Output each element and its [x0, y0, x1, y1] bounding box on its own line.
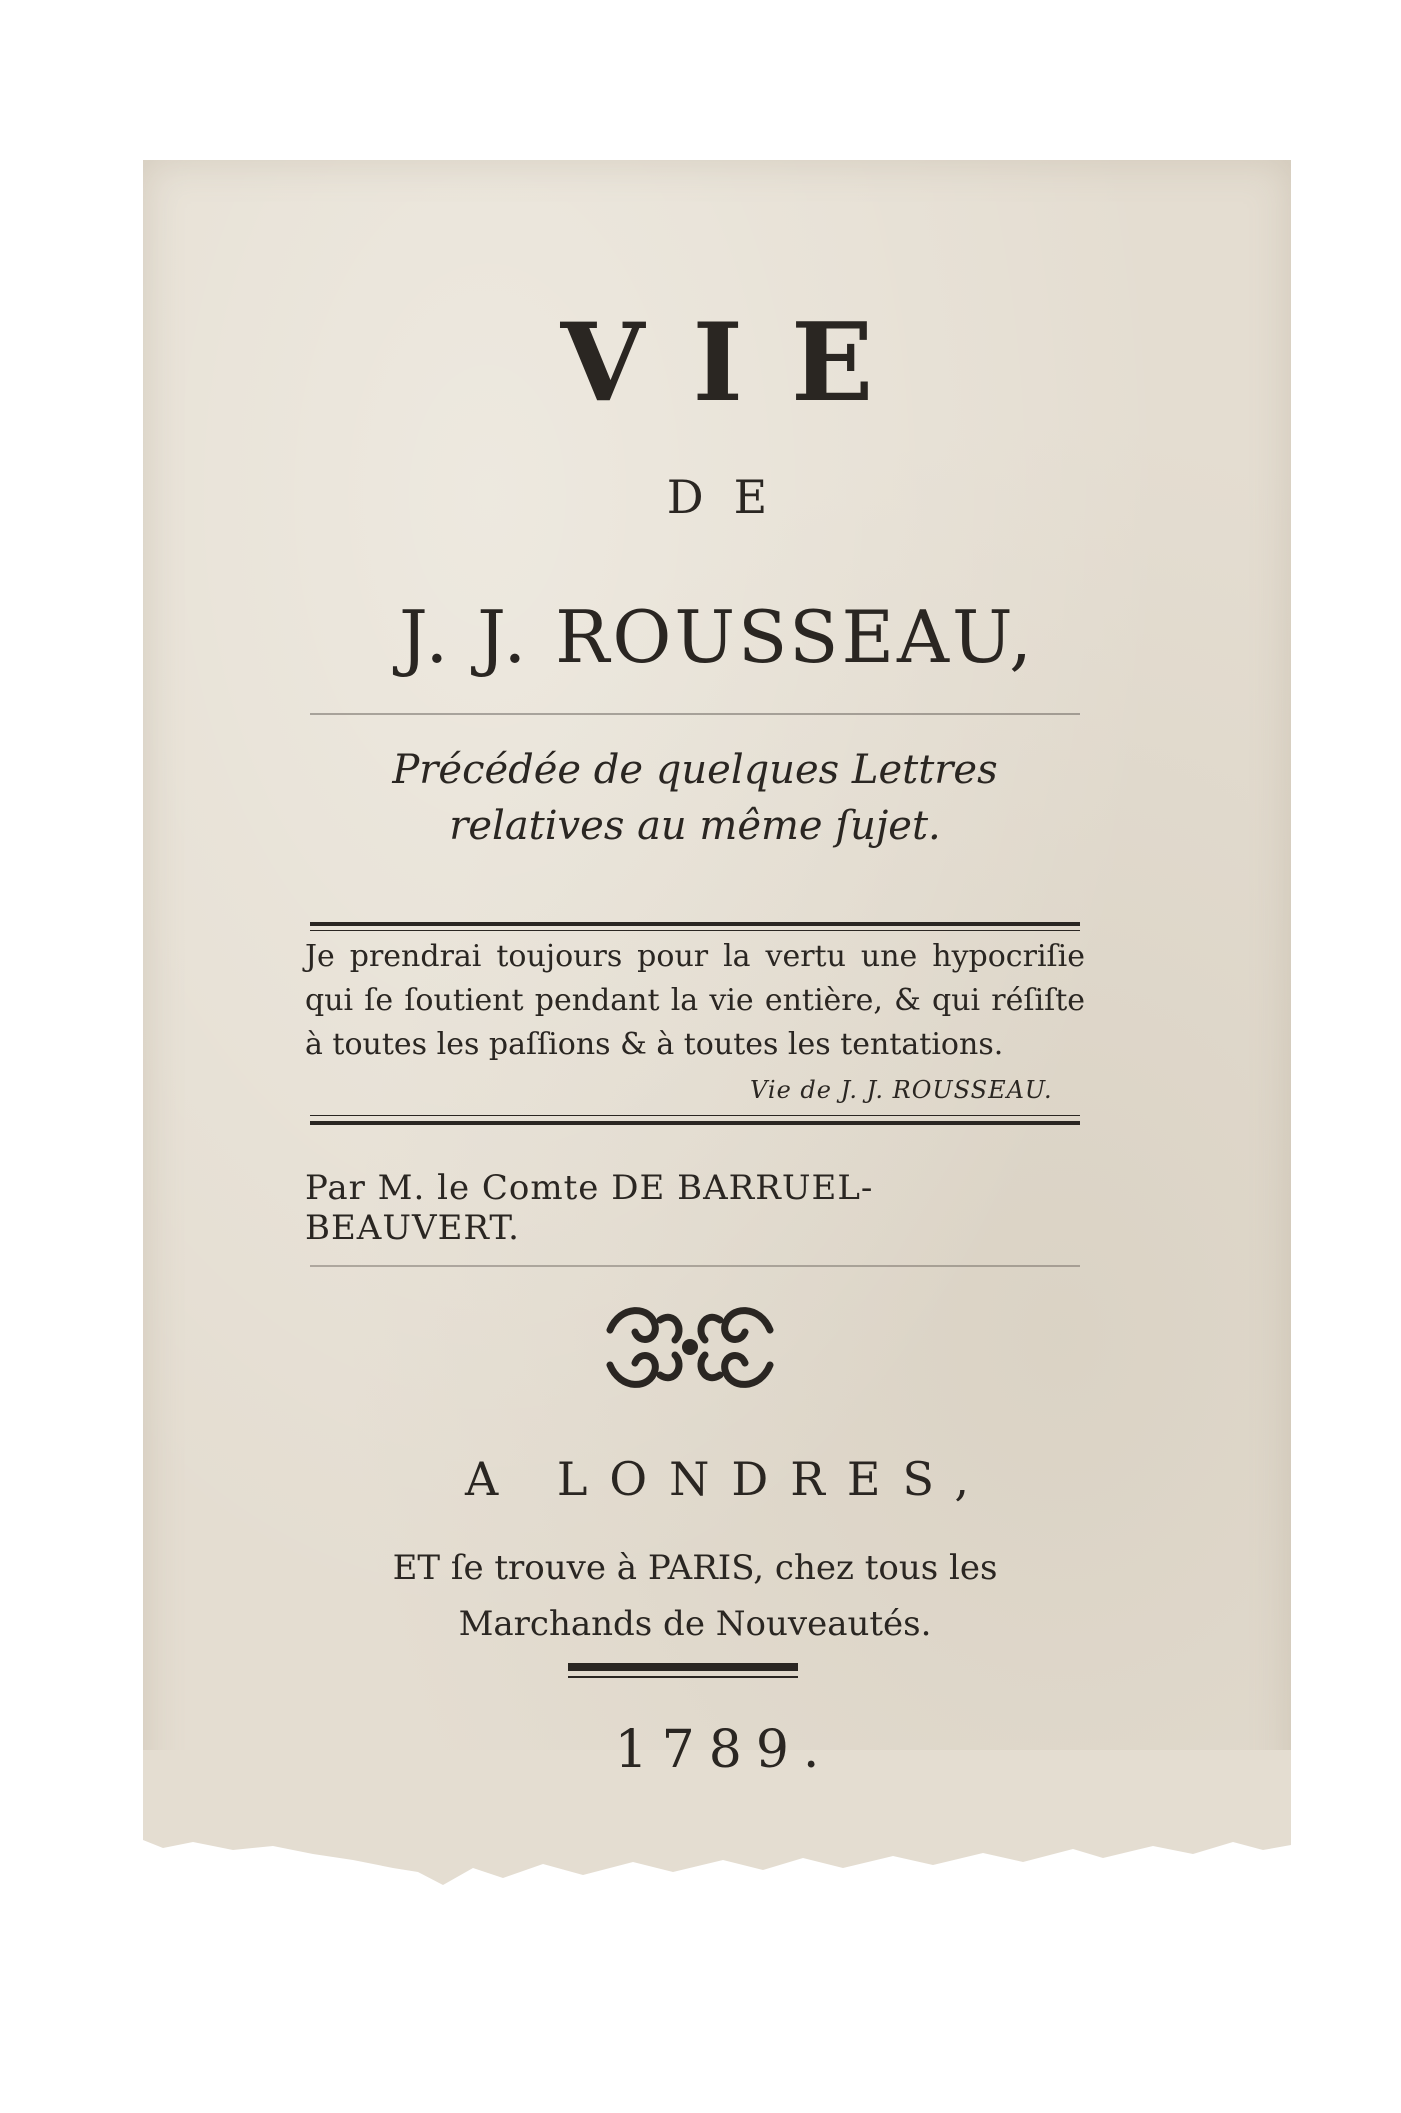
rule-double-bottom-thick — [310, 1121, 1080, 1125]
title-preposition: DE — [666, 470, 798, 524]
publication-year: 1789. — [614, 1720, 834, 1780]
printers-ornament-icon — [600, 1300, 780, 1390]
epigraph-text: Je prendrai toujours pour la vertu une hypocriſie qui ſe ſoutient pendant la vie entière, & qui réſiſte à toutes les paſſions & à toutes les tentations. — [305, 939, 1085, 1062]
rule-short-thin — [568, 1676, 798, 1678]
author-line: Par M. le Comte DE BARRUEL-BEAUVERT. — [305, 1168, 874, 1248]
rule-short-thick — [568, 1663, 798, 1671]
book-subtitle: Précédée de quelques Lettres relatives au même ſujet. — [392, 747, 998, 849]
rule-double-bottom — [310, 1115, 1080, 1116]
rule-double-top-thin — [310, 930, 1080, 931]
epigraph-source: Vie de J. J. ROUSSEAU. — [750, 1076, 1053, 1104]
rule-thin-bottom — [310, 1265, 1080, 1267]
imprint-line: ET ſe trouve à PARIS, chez tous les Marchands de Nouveautés. — [392, 1548, 998, 1644]
book-title: VIE — [560, 300, 922, 426]
imprint-city: A LONDRES, — [465, 1452, 991, 1506]
book-subject: J. J. ROUSSEAU, — [399, 595, 1035, 679]
rule-thin-top — [310, 713, 1080, 715]
rule-double-top — [310, 922, 1080, 926]
